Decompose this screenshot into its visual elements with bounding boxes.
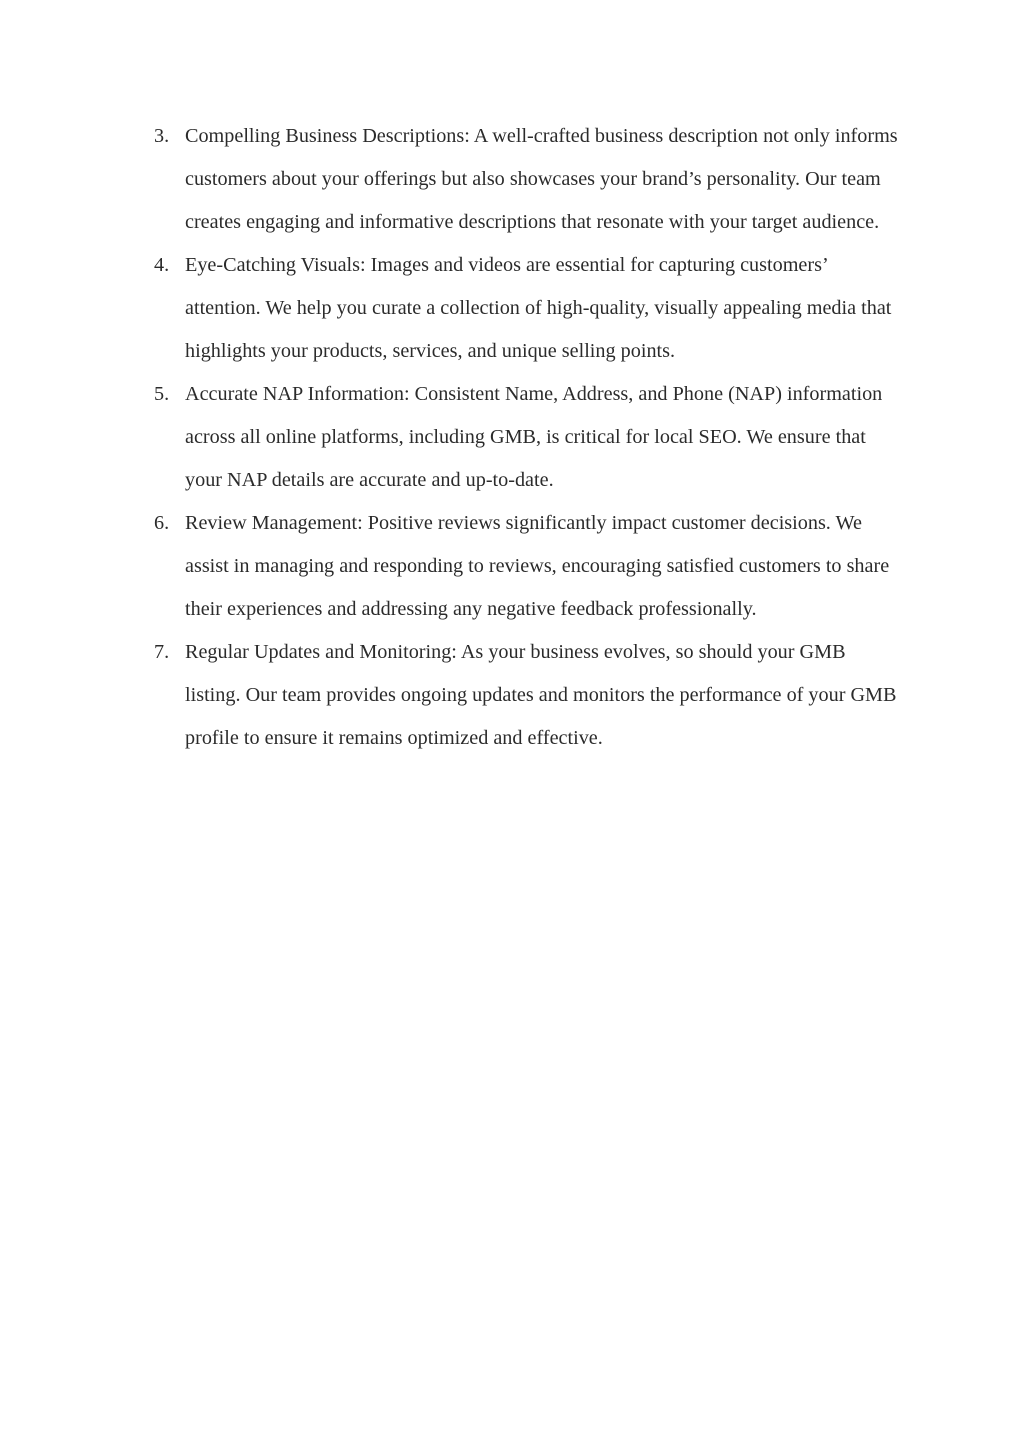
list-item-number: 6. [154,512,170,534]
list-item-text: Accurate NAP Information: Consistent Name, Address, and Phone (NAP) information across all online platforms, including GMB, is critical for local SEO. We ensure that your NAP details are accurate and up-to-date. [185,383,883,491]
numbered-list [154,115,899,760]
list-item-text: Eye-Catching Visuals: Images and videos are essential for capturing customers’ attention. We help you curate a collection of high-quality, visually appealing media that highlights your products, services, and unique selling points. [185,254,892,362]
list-item-number: 5. [154,383,170,405]
list-item [154,115,899,244]
list-item [154,373,899,502]
list-item-number: 4. [154,254,170,276]
list-item-number: 3. [154,125,170,147]
list-item [154,244,899,373]
list-item-text: Review Management: Positive reviews significantly impact customer decisions. We assist in managing and responding to reviews, encouraging satisfied customers to share their experiences and addressing any negative feedback professionally. [185,512,890,620]
list-item-text: Compelling Business Descriptions: A well-crafted business description not only informs customers about your offerings but also showcases your brand’s personality. Our team creates engaging and informative descriptions that resonate with your target audience. [185,125,898,233]
list-item [154,631,899,760]
list-item-text: Regular Updates and Monitoring: As your business evolves, so should your GMB listing. Our team provides ongoing updates and monitors the performance of your GMB profile to ensure it remains optimized and effective. [185,641,897,749]
list-item [154,502,899,631]
list-item-number: 7. [154,641,170,663]
